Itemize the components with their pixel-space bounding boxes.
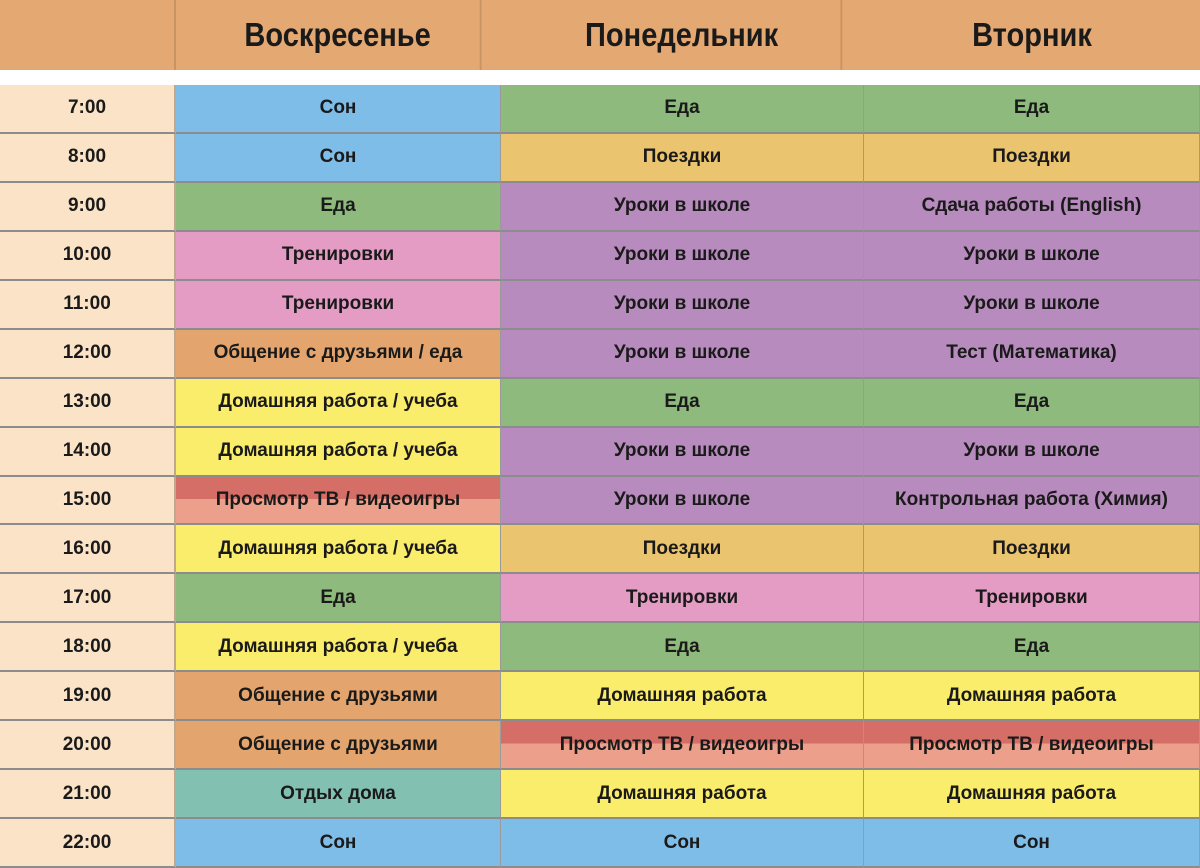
time-cell: 15:00 [0,477,176,526]
activity-cell-tuesday: Просмотр ТВ / видеоигры [864,721,1200,770]
time-cell: 21:00 [0,770,176,819]
time-cell: 18:00 [0,623,176,672]
time-cell: 14:00 [0,428,176,477]
activity-cell-sunday: Общение с друзьями [176,672,501,721]
activity-cell-sunday: Сон [176,85,501,134]
schedule-grid [0,85,1200,868]
header-day-sunday: Воскресенье [196,0,482,70]
time-cell: 11:00 [0,281,176,330]
time-cell: 16:00 [0,525,176,574]
activity-cell-monday: Еда [501,85,864,134]
activity-cell-monday: Сон [501,819,864,868]
activity-cell-sunday: Общение с друзьями [176,721,501,770]
activity-cell-tuesday: Уроки в школе [864,281,1200,330]
activity-cell-tuesday: Контрольная работа (Химия) [864,477,1200,526]
time-cell: 13:00 [0,379,176,428]
activity-cell-sunday: Домашняя работа / учеба [176,623,501,672]
activity-cell-sunday: Тренировки [176,232,501,281]
time-cell: 17:00 [0,574,176,623]
activity-cell-tuesday: Еда [864,85,1200,134]
activity-cell-tuesday: Домашняя работа [864,770,1200,819]
activity-cell-monday: Уроки в школе [501,428,864,477]
schedule-header [0,0,1200,70]
time-cell: 8:00 [0,134,176,183]
activity-cell-tuesday: Поездки [864,134,1200,183]
activity-cell-monday: Уроки в школе [501,183,864,232]
activity-cell-monday: Еда [501,379,864,428]
activity-cell-tuesday: Тренировки [864,574,1200,623]
activity-cell-tuesday: Еда [864,379,1200,428]
time-cell: 22:00 [0,819,176,868]
activity-cell-sunday: Еда [176,183,501,232]
activity-cell-tuesday: Поездки [864,525,1200,574]
activity-cell-sunday: Сон [176,134,501,183]
activity-cell-sunday: Сон [176,819,501,868]
activity-cell-sunday: Тренировки [176,281,501,330]
header-day-monday: Понедельник [523,0,842,70]
header-divider [0,70,1200,85]
activity-cell-tuesday: Домашняя работа [864,672,1200,721]
activity-cell-sunday: Домашняя работа / учеба [176,379,501,428]
header-time-column [0,0,176,70]
activity-cell-sunday: Просмотр ТВ / видеоигры [176,477,501,526]
activity-cell-sunday: Отдых дома [176,770,501,819]
activity-cell-monday: Уроки в школе [501,281,864,330]
time-cell: 10:00 [0,232,176,281]
activity-cell-monday: Уроки в школе [501,477,864,526]
time-cell: 7:00 [0,85,176,134]
time-cell: 19:00 [0,672,176,721]
activity-cell-tuesday: Уроки в школе [864,428,1200,477]
activity-cell-tuesday: Тест (Математика) [864,330,1200,379]
activity-cell-monday: Домашняя работа [501,770,864,819]
activity-cell-monday: Еда [501,623,864,672]
time-cell: 12:00 [0,330,176,379]
activity-cell-sunday: Домашняя работа / учеба [176,428,501,477]
activity-cell-monday: Уроки в школе [501,232,864,281]
activity-cell-monday: Уроки в школе [501,330,864,379]
activity-cell-tuesday: Уроки в школе [864,232,1200,281]
activity-cell-sunday: Еда [176,574,501,623]
activity-cell-monday: Домашняя работа [501,672,864,721]
activity-cell-sunday: Общение с друзьями / еда [176,330,501,379]
activity-cell-tuesday: Еда [864,623,1200,672]
activity-cell-tuesday: Сон [864,819,1200,868]
activity-cell-monday: Тренировки [501,574,864,623]
activity-cell-sunday: Домашняя работа / учеба [176,525,501,574]
activity-cell-monday: Поездки [501,134,864,183]
time-cell: 9:00 [0,183,176,232]
header-day-tuesday: Вторник [972,16,1092,53]
activity-cell-tuesday: Сдача работы (English) [864,183,1200,232]
activity-cell-monday: Просмотр ТВ / видеоигры [501,721,864,770]
time-cell: 20:00 [0,721,176,770]
activity-cell-monday: Поездки [501,525,864,574]
